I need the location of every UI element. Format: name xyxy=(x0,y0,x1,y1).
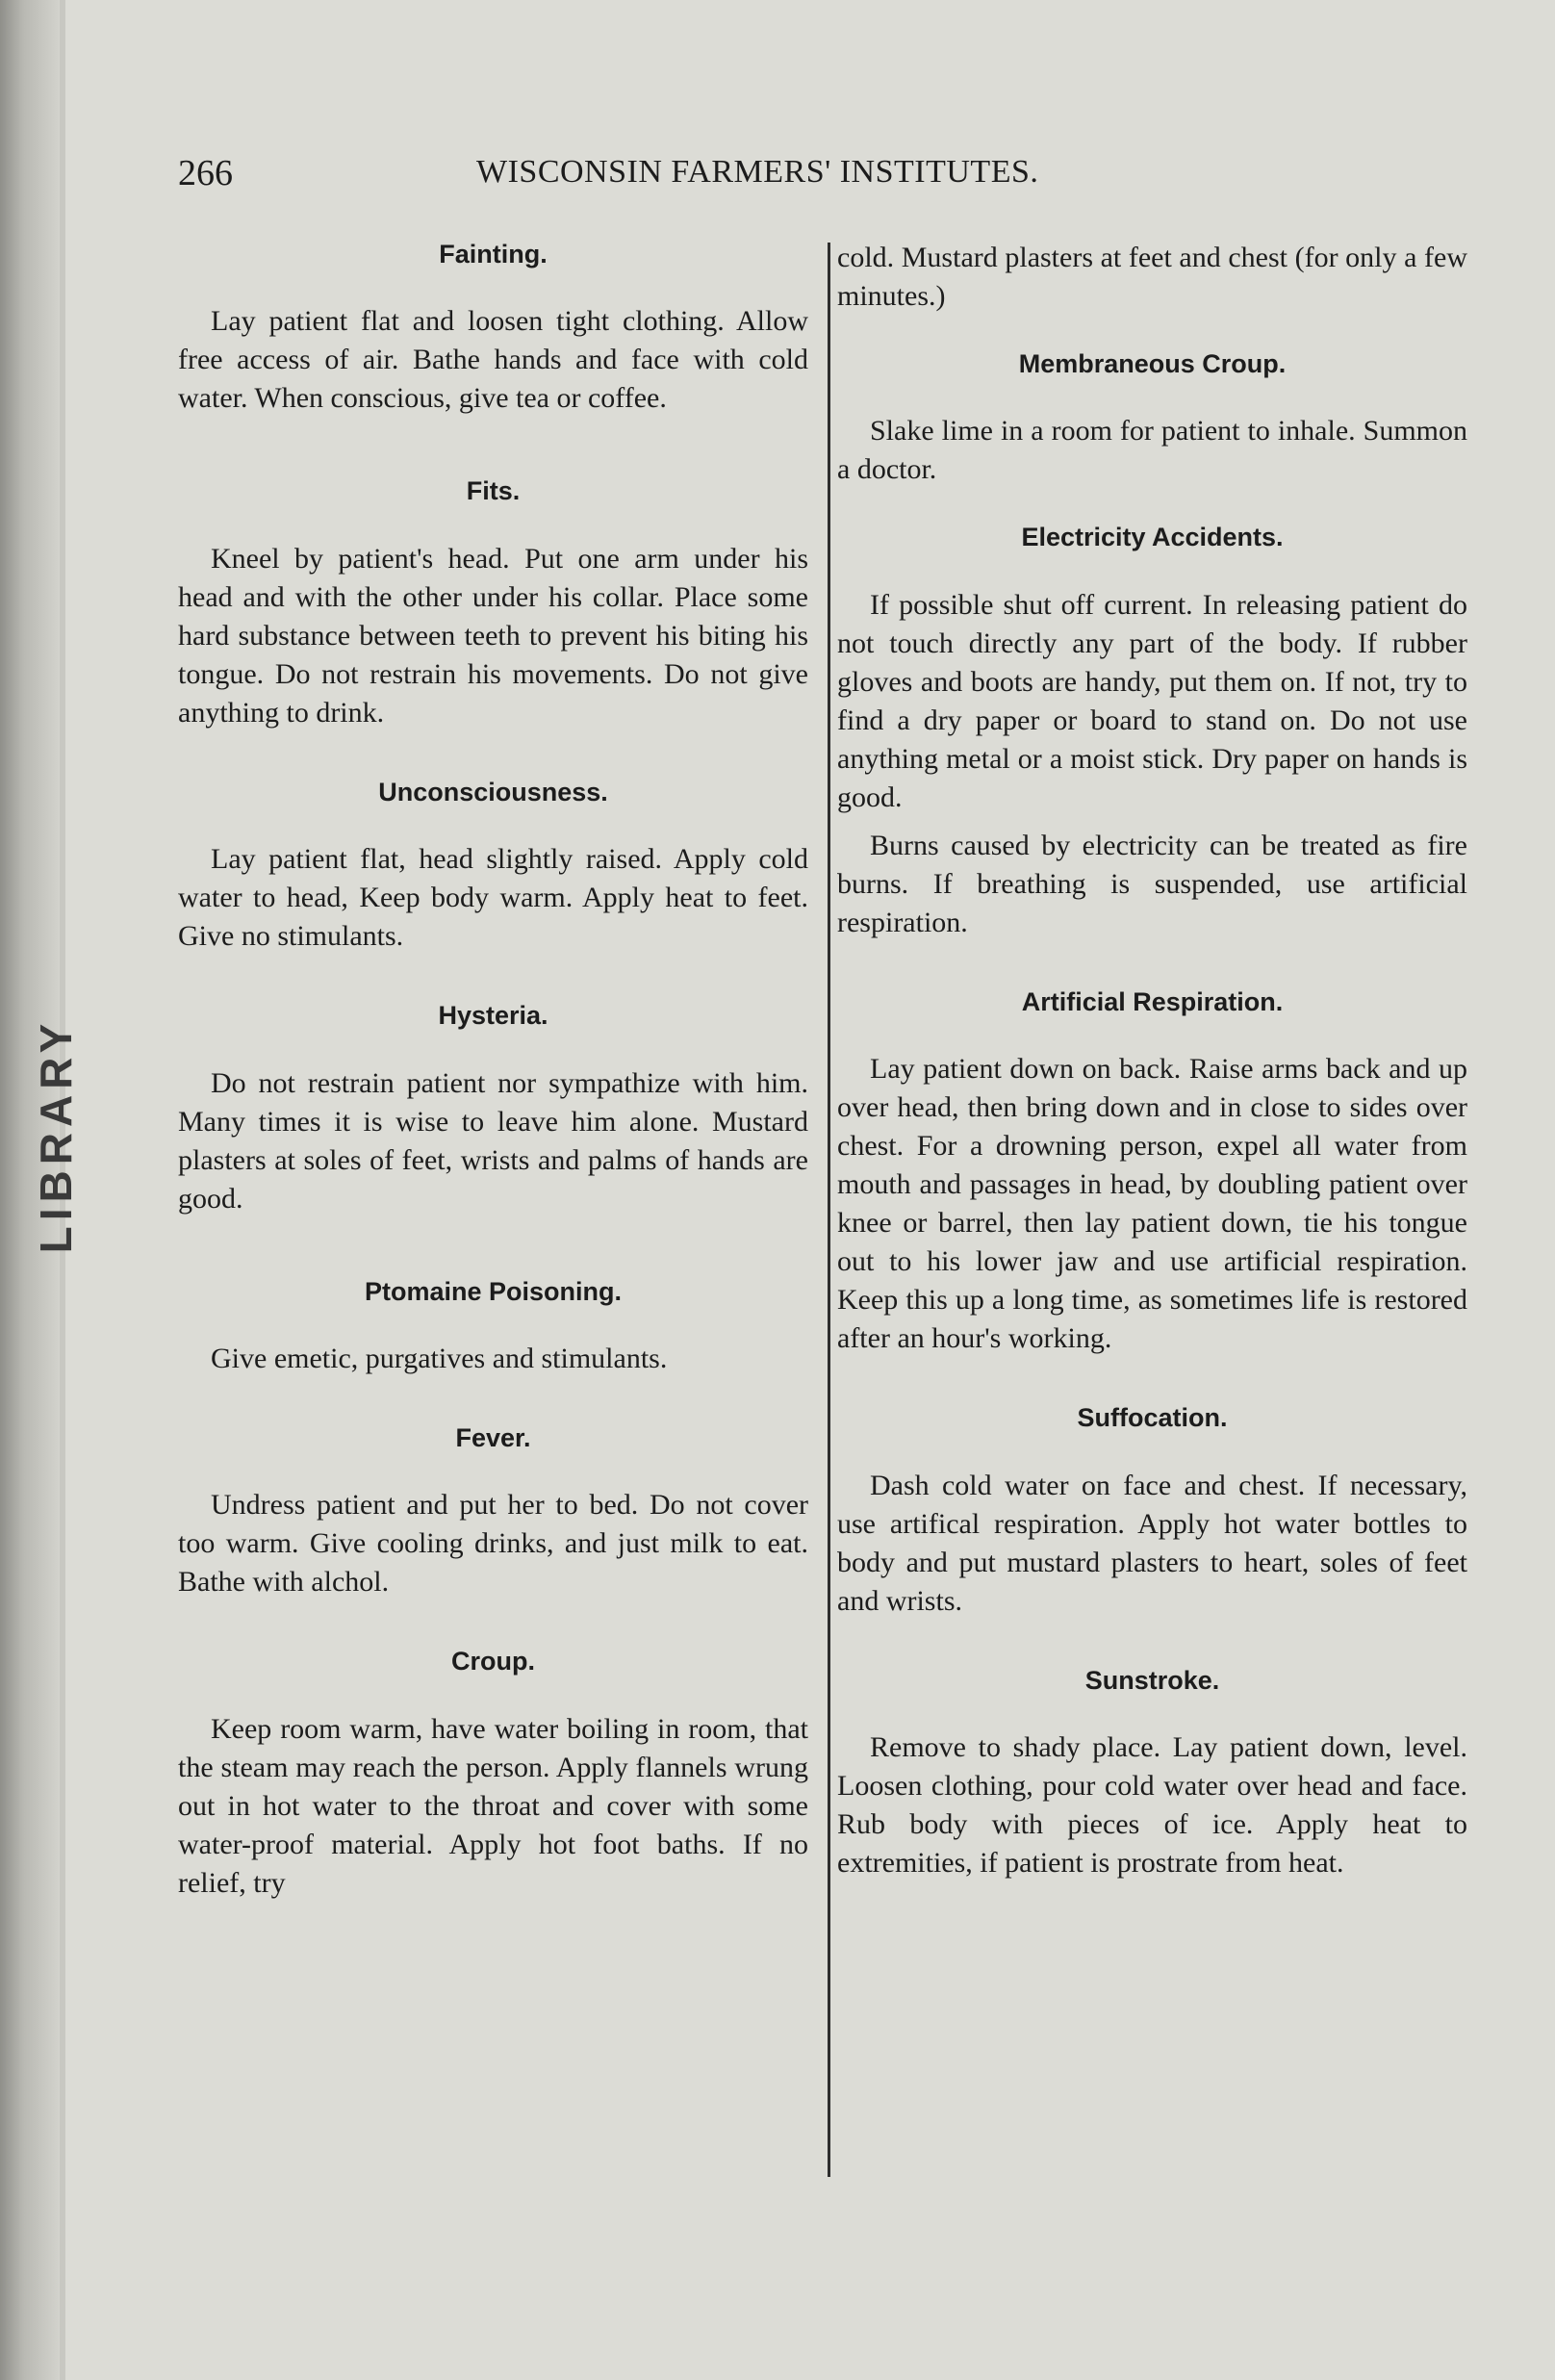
section-heading: Unconsciousness. xyxy=(378,777,608,806)
left-column xyxy=(178,239,808,1903)
section-heading: Electricity Accidents. xyxy=(1021,523,1284,552)
section-paragraph: Undress patient and put her to bed. Do not cover too warm. Give cooling drinks, and just milk to eat. Bathe with alchol. xyxy=(178,1489,808,1599)
section-heading: Sunstroke. xyxy=(1084,1665,1220,1695)
section-heading: Ptomaine Poisoning. xyxy=(364,1276,623,1306)
section-fainting xyxy=(178,239,808,418)
section-paragraph: If possible shut off current. In releasing patient do not touch directly any part of the body. If rubber gloves and boots are handy, put them on. If not, try to find a dry paper or board to stand on. Do not use anything metal or a moist stick. Dry paper on hands is good. xyxy=(837,588,1467,813)
section-croup xyxy=(178,1646,808,1902)
section-unconsciousness xyxy=(178,777,808,956)
section-heading: Fits. xyxy=(466,476,521,506)
section-paragraph: Remove to shady place. Lay patient down, level. Loosen clothing, pour cold water over head and face. Rub body with pieces of ice. Apply heat to extremities, if patient is prostrate from heat. xyxy=(837,1730,1467,1879)
section-heading: Suffocation. xyxy=(1077,1403,1228,1433)
section-membraneous-croup xyxy=(837,348,1467,489)
section-heading: Membraneous Croup. xyxy=(1018,349,1287,378)
library-stamp-text: LIBRARY xyxy=(31,1017,81,1254)
section-heading: Artificial Respiration. xyxy=(1021,986,1284,1016)
section-paragraph: Burns caused by electricity can be treated as fire burns. If breathing is suspended, use artificial respiration. xyxy=(837,829,1467,938)
section-heading: Fever. xyxy=(455,1422,531,1452)
section-paragraph: Lay patient flat, head slightly raised. Apply cold water to head, Keep body warm. Apply heat to feet. Give no stimulants. xyxy=(178,843,808,953)
column-divider xyxy=(828,243,830,2177)
section-heading: Croup. xyxy=(451,1647,535,1676)
section-paragraph: Kneel by patient's head. Put one arm under his head and with the other under his collar. Place some hard substance between teeth to prevent his biting his tongue. Do not restrain his movements. Do not give anything to drink. xyxy=(178,542,808,729)
running-title: WISCONSIN FARMERS' INSTITUTES. xyxy=(476,154,1039,190)
section-heading: Hysteria. xyxy=(438,1001,548,1031)
section-paragraph: Keep room warm, have water boiling in room, that the steam may reach the person. Apply flannels wrung out in hot water to the throat and cover with some water-proof material. Apply hot foot baths. If no relief, try xyxy=(178,1712,808,1899)
section-heading: Fainting. xyxy=(439,240,548,269)
section-fever xyxy=(178,1422,808,1601)
section-paragraph: Dash cold water on face and chest. If necessary, use artifical respiration. Apply hot water bottles to body and put mustard plasters to heart, soles of feet and wrists. xyxy=(837,1469,1467,1617)
section-paragraph: Lay patient down on back. Raise arms back and up over head, then bring down and in close to sides over chest. For a drowning person, expel all water from mouth and passages in head, by doubling patient over knee or barrel, then lay patient down, tie his tongue out to his lower jaw and use artificial respiration. Keep this up a long time, as sometimes life is restored after an hour's working. xyxy=(837,1053,1467,1355)
section-paragraph: Give emetic, purgatives and stimulants. xyxy=(211,1342,668,1374)
section-paragraph: Do not restrain patient nor sympathize with him. Many times it is wise to leave him alone. Mustard plasters at soles of feet, wrists and palms of hands are good. xyxy=(178,1066,808,1215)
section-electricity-accidents xyxy=(837,522,1467,941)
page-number: 266 xyxy=(178,153,233,193)
section-paragraph: Lay patient flat and loosen tight clothing. Allow free access of air. Bathe hands and face with cold water. When conscious, give tea or coffee. xyxy=(178,305,808,415)
library-stamp xyxy=(27,1001,85,1270)
section-suffocation xyxy=(837,1402,1467,1620)
section-paragraph: Slake lime in a room for patient to inhale. Summon a doctor. xyxy=(837,415,1467,486)
section-fits xyxy=(178,475,808,731)
section-ptomaine-poisoning xyxy=(178,1276,808,1378)
right-column xyxy=(837,239,1467,1882)
continued-paragraph: cold. Mustard plasters at feet and chest (for only a few minutes.) xyxy=(837,242,1467,312)
section-sunstroke xyxy=(837,1665,1467,1882)
section-hysteria xyxy=(178,1000,808,1217)
section-artificial-respiration xyxy=(837,986,1467,1358)
